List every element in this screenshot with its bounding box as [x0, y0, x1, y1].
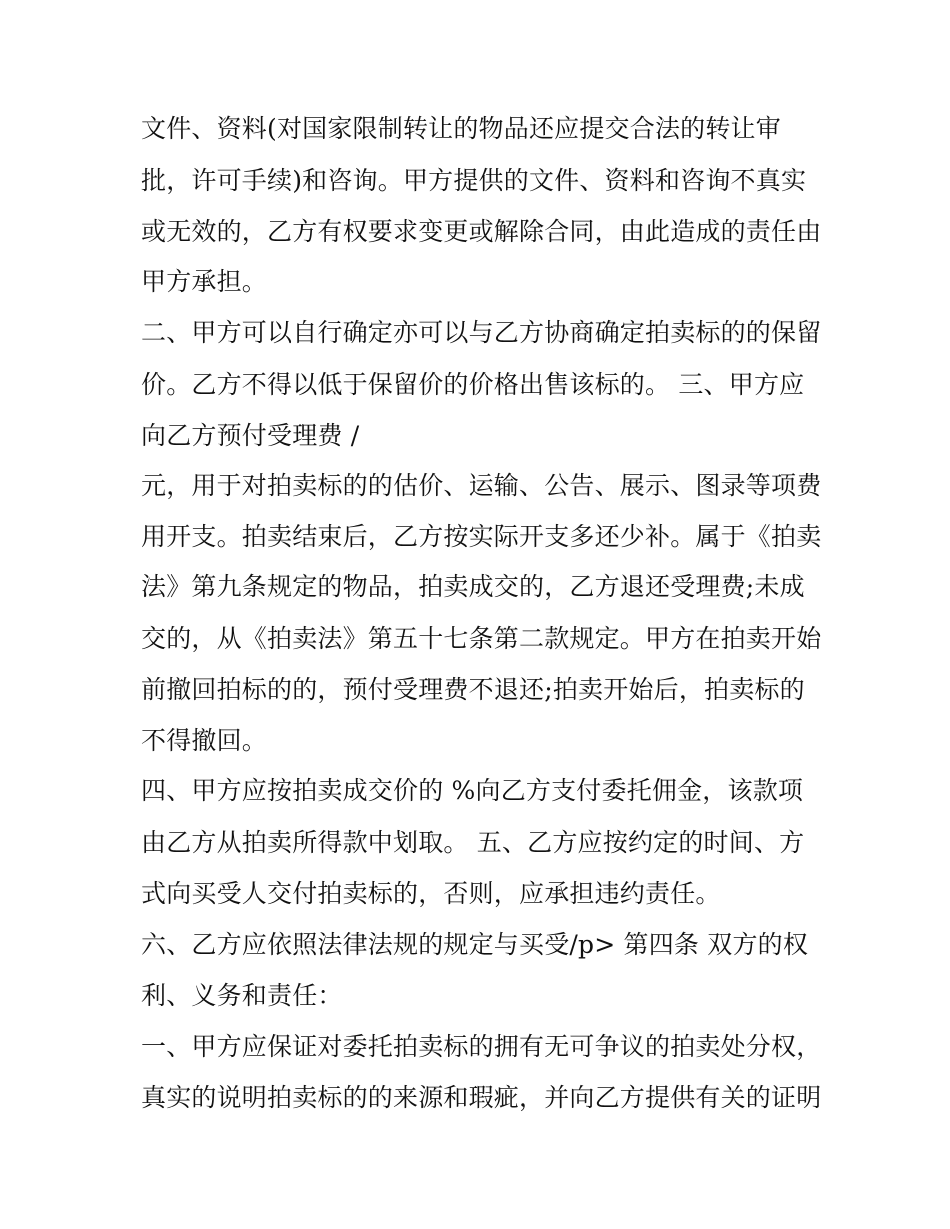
- text-line: 不得撤回。: [141, 726, 268, 755]
- text-line: 价。乙方不得以低于保留价的价格出售该标的。 三、甲方应: [141, 370, 805, 399]
- text-line: 元，用于对拍卖标的的估价、运输、公告、展示、图录等项费: [141, 471, 822, 500]
- text-line: 前撤回拍标的的，预付受理费不退还;拍卖开始后，拍卖标的: [141, 675, 805, 704]
- text-line: 式向买受人交付拍卖标的，否则，应承担违约责任。: [141, 879, 721, 908]
- text-line: 二、甲方可以自行确定亦可以与乙方协商确定拍卖标的的保留: [141, 318, 822, 347]
- text-line: 甲方承担。: [141, 267, 268, 296]
- text-line: 法》第九条规定的物品，拍卖成交的，乙方退还受理费;未成: [141, 572, 805, 601]
- text-line: 批，许可手续)和咨询。甲方提供的文件、资料和咨询不真实: [141, 166, 807, 195]
- text-line: 文件、资料(对国家限制转让的物品还应提交合法的转让审: [141, 114, 781, 143]
- text-line: 真实的说明拍卖标的的来源和瑕疵，并向乙方提供有关的证明: [141, 1083, 822, 1112]
- text-line: 或无效的，乙方有权要求变更或解除合同，由此造成的责任由: [141, 217, 822, 246]
- text-line: 四、甲方应按拍卖成交价的 %向乙方支付委托佣金，该款项: [141, 776, 804, 805]
- text-line: 交的，从《拍卖法》第五十七条第二款规定。甲方在拍卖开始: [141, 624, 822, 653]
- text-line: 一、甲方应保证对委托拍卖标的拥有无可争议的拍卖处分权，: [141, 1032, 822, 1061]
- text-line: 由乙方从拍卖所得款中划取。 五、乙方应按约定的时间、方: [141, 828, 805, 857]
- text-line: 六、乙方应依照法律法规的规定与买受/p> 第四条 双方的权: [141, 930, 809, 959]
- text-line: 用开支。拍卖结束后，乙方按实际开支多还少补。属于《拍卖: [141, 522, 822, 551]
- text-line: 向乙方预付受理费 /: [141, 421, 360, 450]
- text-line: 利、义务和责任：: [141, 981, 343, 1010]
